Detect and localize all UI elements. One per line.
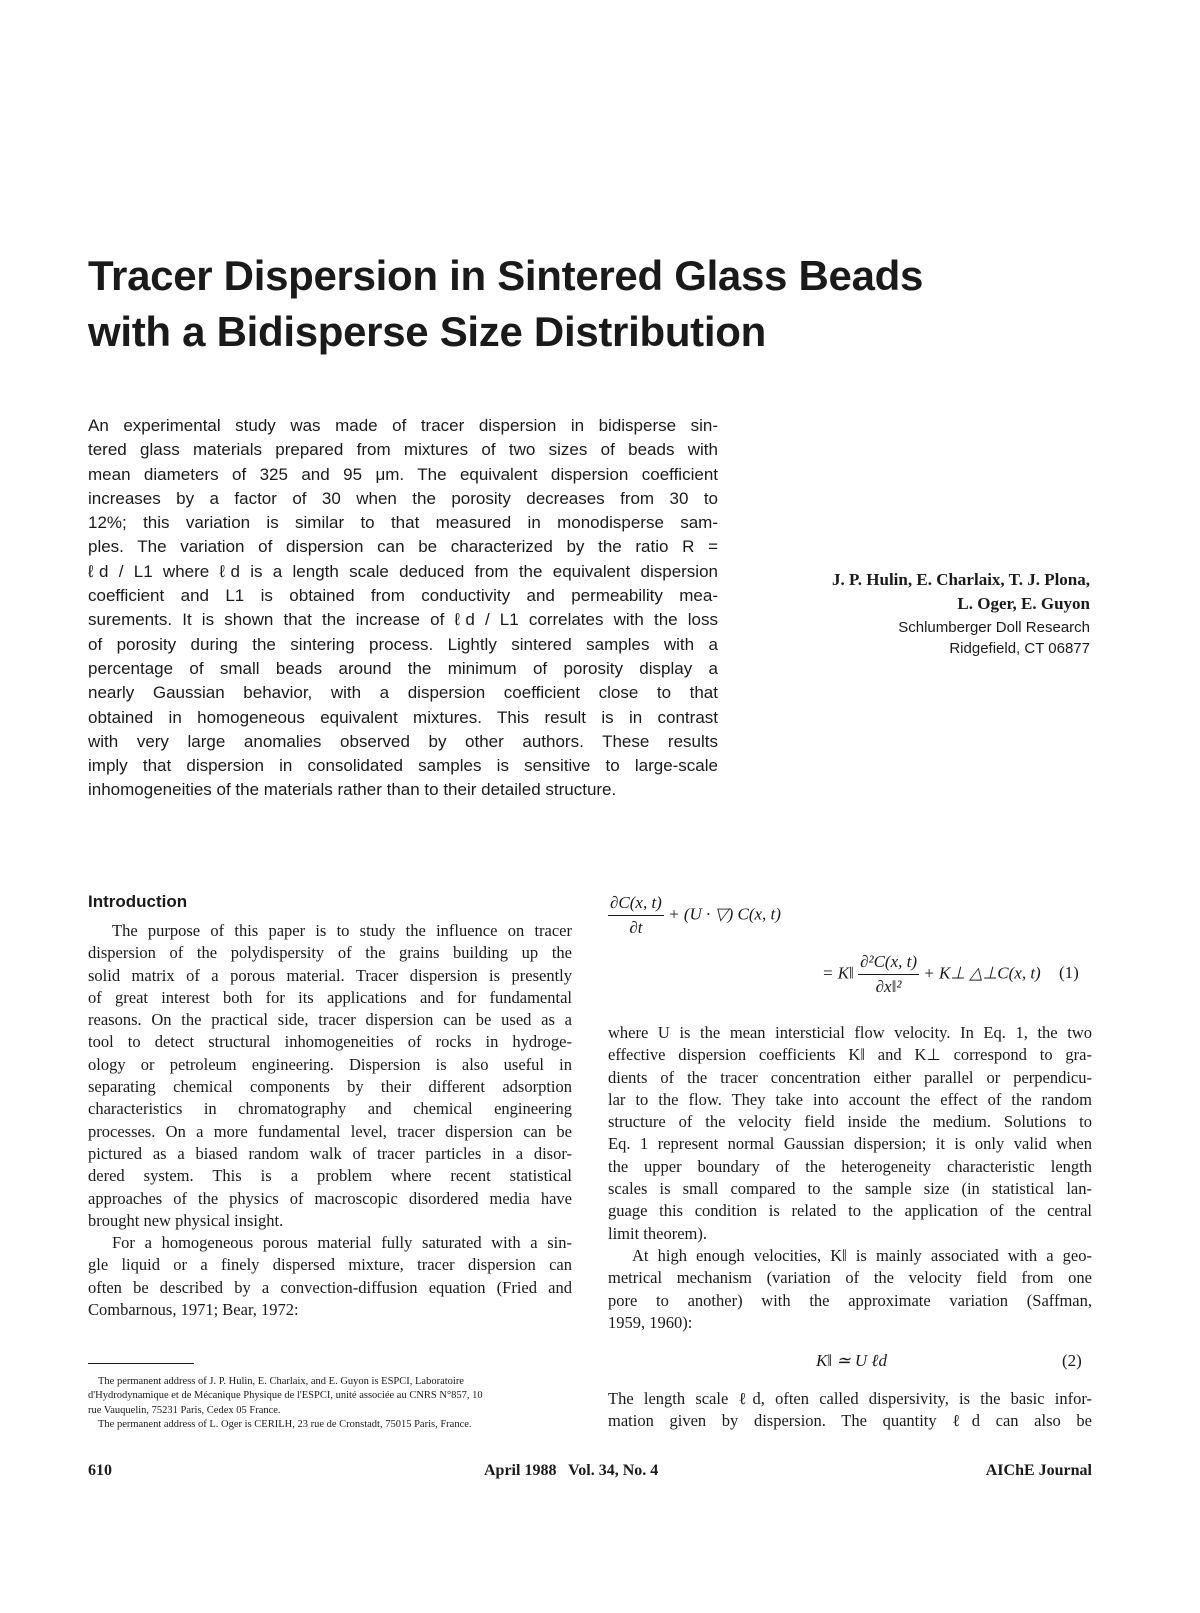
body-line: scales is small compared to the sample size (in statistical lan- [608,1179,1092,1199]
body-line: dered system. This is a problem where recent statistical [88,1166,572,1186]
body-line: Combarnous, 1971; Bear, 1972: [88,1300,299,1320]
fraction-numerator: ∂²C(x, t) [858,952,919,975]
body-line: approaches of the physics of macroscopic disordered media have [88,1188,572,1208]
equation-term: + K⊥ △⊥C(x, t) [923,963,1041,983]
equation-fraction [608,893,664,938]
left-column-text [88,920,572,1321]
body-line: At high enough velocities, K‖ is mainly associated with a geo- [632,1245,1092,1265]
body-line: solid matrix of a porous material. Tracer dispersion is presently [88,965,572,985]
abstract [88,414,718,803]
footnote-line: The permanent address of L. Oger is CERILH, 23 rue de Cronstadt, 75015 Paris, France. [98,1418,472,1430]
body-line: tool to detect structural inhomogeneities of rocks in hydroge- [88,1032,572,1052]
author-line: J. P. Hulin, E. Charlaix, T. J. Plona, [831,570,1090,589]
body-line: of great interest both for its applications and for fundamental [88,987,572,1007]
abstract-line: tered glass materials prepared from mixtures of two sizes of beads with [88,440,718,460]
abstract-line: coefficient and L1 is obtained from conductivity and permeability mea- [88,586,718,606]
equation-fraction [858,952,919,997]
abstract-line: inhomogeneities of the materials rather than to their detailed structure. [88,780,617,800]
body-line: separating chemical components by their different adsorption [88,1077,572,1097]
body-line: dispersion of the polydispersity of the grains building up the [88,943,572,963]
footnote-line: d'Hydrodynamique et de Mécanique Physique de l'ESPCI, unité associée au CNRS N°857, 10 [88,1390,483,1402]
abstract-line: obtained in homogeneous equivalent mixtures. This result is in contrast [88,707,718,727]
article-title [88,248,1088,360]
equation-number: (2) [1062,1351,1082,1370]
author-names [760,568,1090,616]
equation-number: (1) [1058,963,1079,983]
equation-1-lhs [608,893,781,938]
author-line: L. Oger, E. Guyon [957,594,1090,613]
fraction-denominator: ∂x‖² [875,977,902,996]
body-line: limit theorem). [608,1223,707,1243]
abstract-line: ples. The variation of dispersion can be characterized by the ratio R = [88,537,718,557]
fraction-denominator: ∂t [629,918,643,937]
body-line: effective dispersion coefficients K‖ and K⊥ correspond to gra- [608,1045,1092,1065]
footnote-line: The permanent address of J. P. Hulin, E. Charlaix, and E. Guyon is ESPCI, Laboratoire [98,1376,464,1387]
abstract-line: 12%; this variation is similar to that measured in monodisperse sam- [88,513,718,533]
body-line: 1959, 1960): [608,1312,693,1332]
affiliation-line: Ridgefield, CT 06877 [949,640,1090,657]
abstract-line: increases by a factor of 30 when the porosity decreases from 30 to [88,488,718,508]
footnote-divider [88,1363,194,1364]
abstract-line: mean diameters of 325 and 95 μm. The equivalent dispersion coefficient [88,464,718,484]
abstract-line: imply that dispersion in consolidated samples is sensitive to large-scale [88,756,718,776]
abstract-line: surements. It is shown that the increase of ℓd / L1 correlates with the loss [88,610,718,630]
body-line: dients of the tracer concentration either parallel or perpendicu- [608,1067,1092,1087]
body-line: where U is the mean intersticial flow velocity. In Eq. 1, the two [608,1023,1092,1042]
equation-2 [816,1351,887,1371]
right-column-text [608,1022,1092,1334]
body-line: pictured as a biased random walk of tracer particles in a disor- [88,1143,572,1163]
equation-1-rhs [822,952,1079,997]
section-heading-introduction: Introduction [88,892,188,911]
abstract-line: with very large anomalies observed by other authors. These results [88,731,718,751]
title-line: Tracer Dispersion in Sintered Glass Beads [88,252,924,299]
affiliation-line: Schlumberger Doll Research [898,619,1090,636]
equation-term: = K‖ [822,963,854,983]
body-line: Eq. 1 represent normal Gaussian dispersion; it is only valid when [608,1134,1092,1154]
body-line: guage this condition is related to the application of the central [608,1201,1092,1221]
fraction-numerator: ∂C(x, t) [608,893,664,916]
body-line: The length scale ℓd, often called dispersivity, is the basic infor- [608,1389,1092,1408]
body-line: processes. On a more fundamental level, tracer dispersion can be [88,1121,572,1141]
abstract-line: nearly Gaussian behavior, with a dispersion coefficient close to that [88,683,718,703]
body-line: For a homogeneous porous material fully saturated with a sin- [112,1233,572,1253]
abstract-line: ℓd / L1 where ℓd is a length scale deduced from the equivalent dispersion [88,561,718,581]
body-line: structure of the velocity field inside the medium. Solutions to [608,1112,1092,1132]
abstract-line: of porosity during the sintering process. Lightly sintered samples with a [88,634,718,654]
page-number: 610 [88,1462,112,1479]
abstract-line: An experimental study was made of tracer dispersion in bidisperse sin- [88,416,718,435]
equation-term: K‖ ≃ U ℓd [816,1351,887,1370]
title-line: with a Bidisperse Size Distribution [88,308,766,355]
journal-name: AIChE Journal [985,1462,1092,1479]
body-line: The purpose of this paper is to study the influence on tracer [112,921,572,940]
body-line: lar to the flow. They take into account the effect of the random [608,1089,1092,1109]
body-line: the upper boundary of the heterogeneity characteristic length [608,1156,1092,1176]
body-line: reasons. On the practical side, tracer dispersion can be used as a [88,1010,572,1030]
footnotes [88,1375,572,1432]
author-affiliation [760,617,1090,659]
footnote-line: rue Vauquelin, 75231 Paris, Cedex 05 France. [88,1404,281,1416]
body-line: pore to another) with the approximate variation (Saffman, [608,1290,1092,1310]
abstract-line: percentage of small beads around the minimum of porosity display a [88,658,718,678]
body-line: gle liquid or a finely dispersed mixture, tracer dispersion can [88,1255,572,1275]
equation-term: + (U · ▽) C(x, t) [668,904,781,924]
body-line: metrical mechanism (variation of the velocity field from one [608,1268,1092,1288]
body-line: often be described by a convection-diffusion equation (Fried and [88,1277,572,1297]
journal-issue: April 1988 Vol. 34, No. 4 [484,1462,659,1479]
body-line: ology or petroleum engineering. Dispersion is also useful in [88,1054,572,1074]
body-line: mation given by dispersion. The quantity ℓd can also be [608,1411,1092,1431]
equation-2-number-wrap [1062,1351,1082,1371]
body-line: characteristics in chromatography and chemical engineering [88,1099,572,1119]
right-column-text-continued [608,1388,1092,1433]
author-block [760,568,1090,659]
body-line: brought new physical insight. [88,1210,284,1230]
